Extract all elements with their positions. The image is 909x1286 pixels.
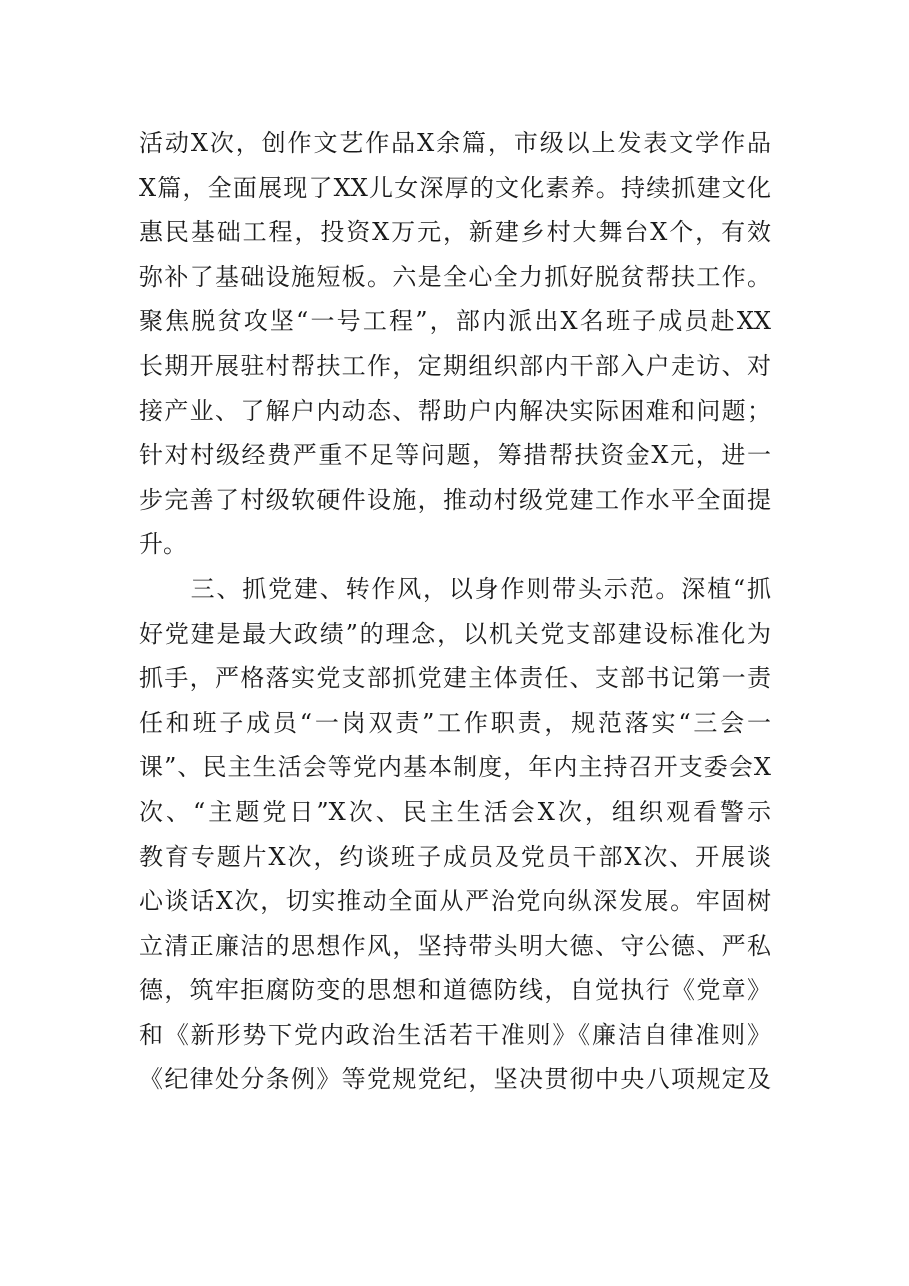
text-line: 聚焦脱贫攻坚“一号工程”，部内派出X名班子成员赴XX bbox=[139, 307, 771, 336]
text-line: 升。 bbox=[139, 530, 187, 559]
text-line: 任和班子成员“一岗双责”工作职责，规范落实“三会一 bbox=[139, 708, 771, 737]
text-line: 课”、民主生活会等党内基本制度，年内主持召开支委会X bbox=[139, 753, 771, 782]
text-line: 长期开展驻村帮扶工作，定期组织部内干部入户走访、对 bbox=[139, 351, 771, 380]
body-text bbox=[139, 121, 771, 1102]
text-line: 抓手，严格落实党支部抓党建主体责任、支部书记第一责 bbox=[139, 664, 771, 693]
text-line: 《纪律处分条例》等党规党纪，坚决贯彻中央八项规定及 bbox=[139, 1065, 771, 1094]
text-line: 惠民基础工程，投资X万元，新建乡村大舞台X个，有效 bbox=[139, 218, 771, 247]
text-line: 德，筑牢拒腐防变的思想和道德防线，自觉执行《党章》 bbox=[139, 976, 771, 1005]
text-line: 接产业、了解户内动态、帮助户内解决实际困难和问题； bbox=[139, 396, 771, 425]
text-line: 弥补了基础设施短板。六是全心全力抓好脱贫帮扶工作。 bbox=[139, 262, 771, 291]
text-line: 教育专题片X次，约谈班子成员及党员干部X次、开展谈 bbox=[139, 842, 771, 871]
text-line: 三、抓党建、转作风，以身作则带头示范。深植“抓 bbox=[139, 574, 771, 603]
text-line: 立清正廉洁的思想作风，坚持带头明大德、守公德、严私 bbox=[139, 931, 771, 960]
text-line: 好党建是最大政绩”的理念，以机关党支部建设标准化为 bbox=[139, 619, 771, 648]
text-line: 针对村级经费严重不足等问题，筹措帮扶资金X元，进一 bbox=[139, 441, 771, 470]
text-line: X篇，全面展现了XX儿女深厚的文化素养。持续抓建文化 bbox=[139, 173, 771, 202]
text-line: 次、“主题党日”X次、民主生活会X次，组织观看警示 bbox=[139, 797, 771, 826]
text-line: 步完善了村级软硬件设施，推动村级党建工作水平全面提 bbox=[139, 485, 771, 514]
text-line: 和《新形势下党内政治生活若干准则》《廉洁自律准则》 bbox=[139, 1020, 771, 1049]
text-line: 活动X次，创作文艺作品X余篇，市级以上发表文学作品 bbox=[139, 129, 771, 157]
text-line: 心谈话X次，切实推动全面从严治党向纵深发展。牢固树 bbox=[139, 887, 771, 916]
